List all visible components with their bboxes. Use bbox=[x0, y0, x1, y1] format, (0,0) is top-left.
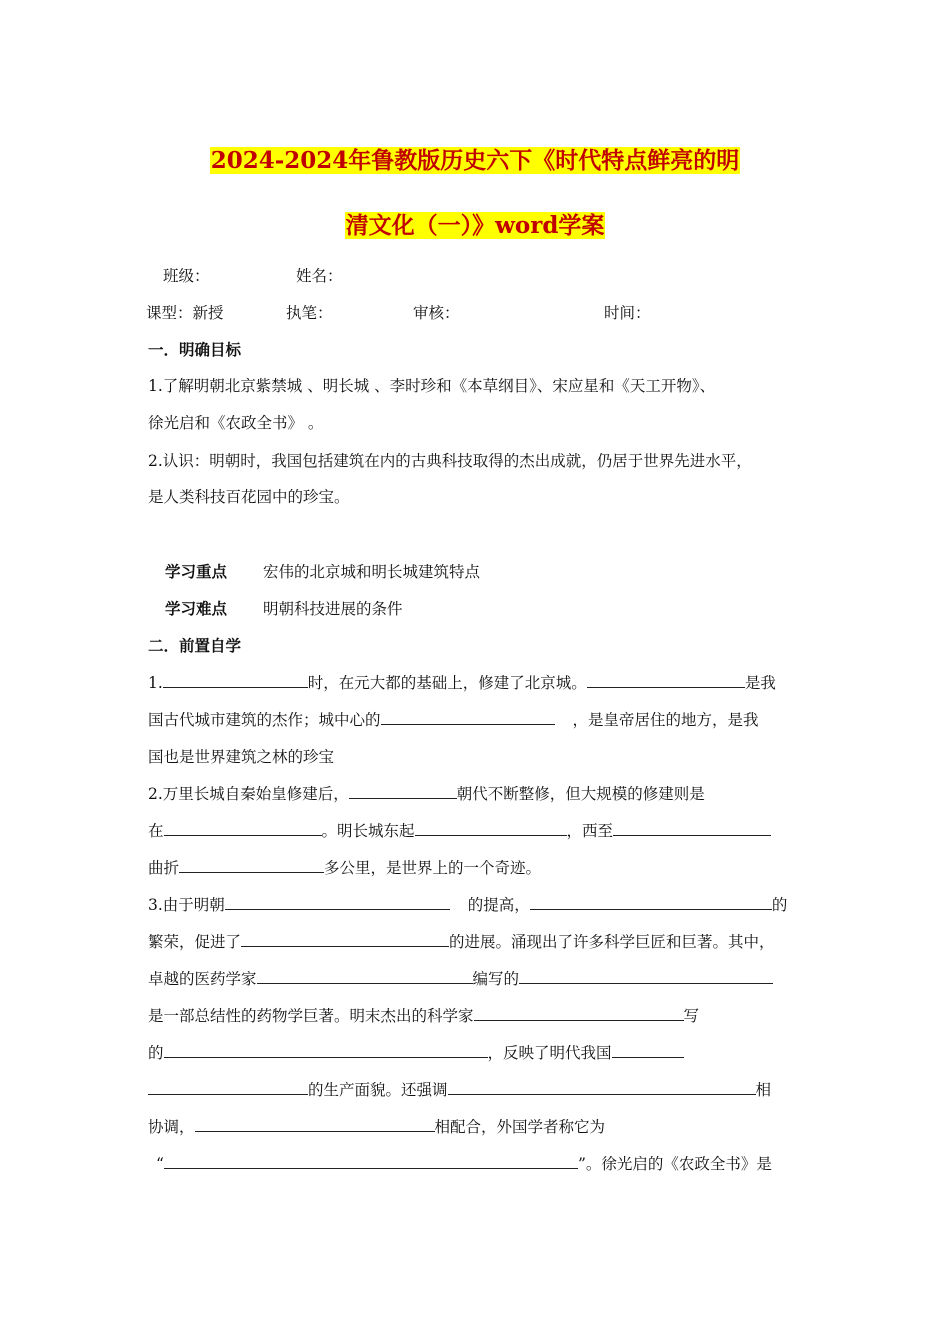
fill-blank[interactable] bbox=[519, 968, 773, 984]
fill-blank[interactable] bbox=[530, 894, 772, 910]
reviewer-label: 审核： bbox=[413, 304, 460, 322]
question-3-line5: 的 ，反映了明代我国 bbox=[148, 1041, 808, 1063]
fill-blank[interactable] bbox=[448, 1079, 756, 1095]
question-1-line2: 国古代城市建筑的杰作；城中心的 ，是皇帝居住的地方，是我 bbox=[148, 711, 759, 729]
fill-blank[interactable] bbox=[179, 857, 324, 873]
question-1-line3: 国也是世界建筑之林的珍宝 bbox=[148, 748, 335, 766]
time-label: 时间： bbox=[604, 304, 651, 322]
goal-item-1-line2: 徐光启和《农政全书》 。 bbox=[148, 414, 324, 432]
difficult-point-label: 学习难点 bbox=[165, 599, 228, 618]
lesson-type-label: 课型：新授 bbox=[146, 304, 224, 322]
fill-blank[interactable] bbox=[613, 820, 771, 836]
question-1-line1: 1. 时，在元大都的基础上，修建了北京城。 是我 bbox=[148, 674, 776, 692]
name-label: 姓名： bbox=[296, 267, 343, 285]
question-3-line7: 协调， 相配合，外国学者称它为 bbox=[148, 1118, 606, 1136]
question-2-line3: 曲折 多公里，是世界上的一个奇迹。 bbox=[148, 859, 542, 877]
fill-blank[interactable] bbox=[474, 1005, 684, 1021]
difficult-point-text: 明朝科技进展的条件 bbox=[263, 600, 403, 618]
question-3-line1: 3.由于明朝 的提高， 的 bbox=[148, 896, 788, 914]
class-label: 班级： bbox=[163, 267, 210, 285]
fill-blank[interactable] bbox=[257, 968, 473, 984]
section-heading-goals: 一．明确目标 bbox=[148, 340, 242, 359]
fill-blank[interactable] bbox=[164, 1153, 578, 1169]
fill-blank[interactable] bbox=[587, 672, 745, 688]
fill-blank[interactable] bbox=[381, 709, 555, 725]
question-2-line2: 在 。明长城东起 ，西至 bbox=[148, 819, 808, 841]
fill-blank[interactable] bbox=[349, 783, 457, 799]
goal-item-2-line2: 是人类科技百花园中的珍宝。 bbox=[148, 488, 350, 506]
key-point-text: 宏伟的北京城和明长城建筑特点 bbox=[263, 563, 481, 581]
author-label: 执笔： bbox=[286, 304, 333, 322]
question-3-line4: 是一部总结性的药物学巨著。明末杰出的科学家 写 bbox=[148, 1007, 700, 1025]
fill-blank[interactable] bbox=[612, 1042, 684, 1058]
fill-blank[interactable] bbox=[241, 931, 449, 947]
section-heading-preview: 二．前置自学 bbox=[148, 636, 242, 655]
difficult-point-row bbox=[165, 597, 825, 619]
doc-title-line1: 2024-2024年鲁教版历史六下《时代特点鲜亮的明 bbox=[210, 147, 740, 174]
fill-blank[interactable] bbox=[164, 820, 322, 836]
key-point-row bbox=[165, 560, 825, 582]
key-point-label: 学习重点 bbox=[165, 562, 228, 581]
doc-title-line2: 清文化（一）》word学案 bbox=[345, 212, 605, 239]
fill-blank[interactable] bbox=[148, 1079, 308, 1095]
fill-blank[interactable] bbox=[164, 1042, 488, 1058]
question-3-line6: 的生产面貌。还强调 相 bbox=[148, 1078, 808, 1100]
question-2-line1: 2.万里长城自秦始皇修建后， 朝代不断整修，但大规模的修建则是 bbox=[148, 785, 705, 803]
goal-item-2-line1: 2.认识：明朝时，我国包括建筑在内的古典科技取得的杰出成就，仍居于世界先进水平， bbox=[148, 452, 752, 470]
question-3-line3: 卓越的医药学家 编写的 bbox=[148, 967, 808, 989]
fill-blank[interactable] bbox=[195, 1116, 435, 1132]
fill-blank[interactable] bbox=[163, 672, 308, 688]
question-3-line8: “ ”。徐光启的《农政全书》是 bbox=[156, 1155, 772, 1173]
fill-blank[interactable] bbox=[225, 894, 450, 910]
fill-blank[interactable] bbox=[415, 820, 567, 836]
goal-item-1-line1: 1.了解明朝北京紫禁城 、明长城 、李时珍和《本草纲目》、宋应星和《天工开物》、 bbox=[148, 377, 716, 395]
question-3-line2: 繁荣，促进了 的进展。涌现出了许多科学巨匠和巨著。其中， bbox=[148, 933, 775, 951]
